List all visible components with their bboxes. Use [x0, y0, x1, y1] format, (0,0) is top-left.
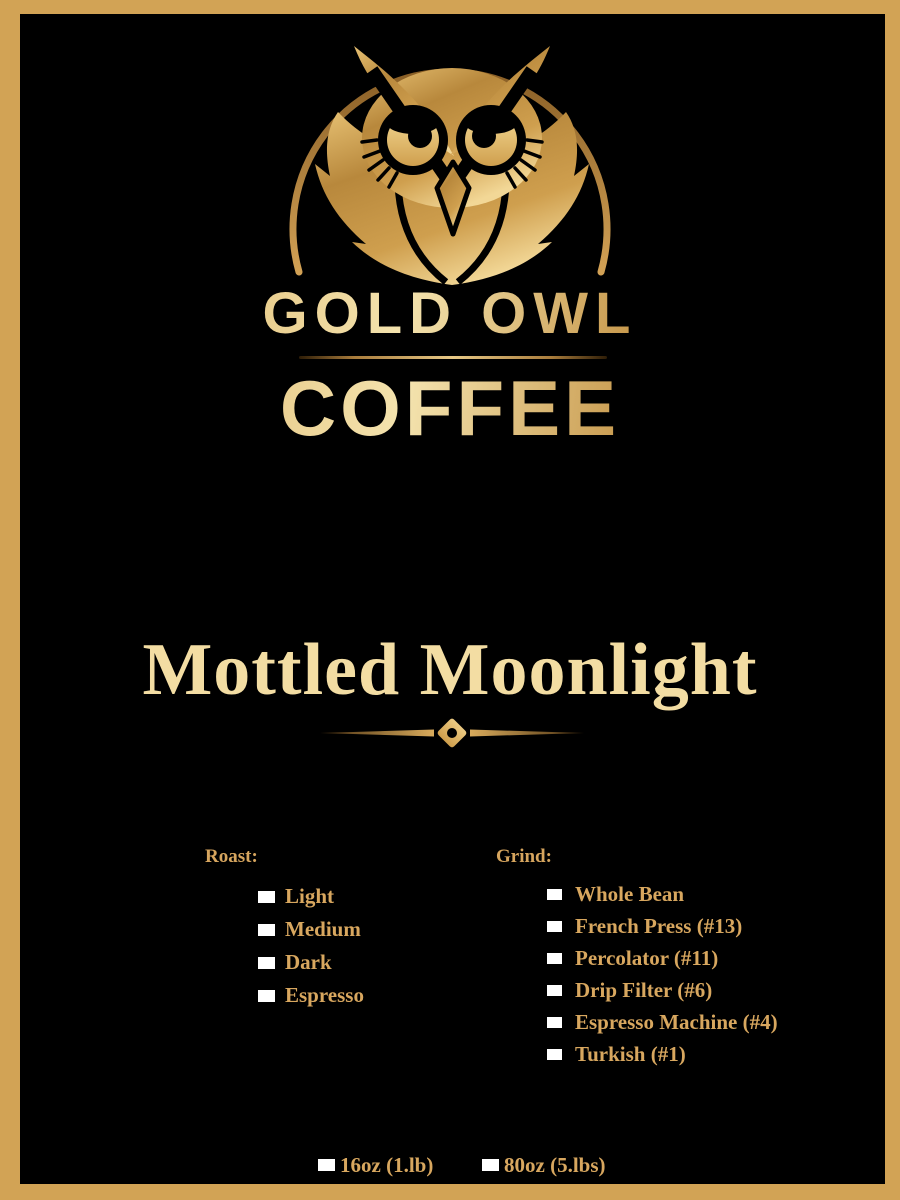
wordmark-divider-line [299, 356, 607, 359]
checkbox-percolator[interactable] [547, 953, 562, 964]
checkbox-drip-filter[interactable] [547, 985, 562, 996]
size-label: 80oz (5.lbs) [504, 1153, 606, 1177]
roast-option-dark [258, 950, 364, 975]
frame-bottom [0, 1184, 900, 1200]
grind-section-label: Grind: [496, 846, 552, 867]
option-label: Turkish (#1) [575, 1042, 686, 1066]
product-title: Mottled Moonlight [142, 629, 758, 711]
grind-option-espresso-machine [547, 1010, 778, 1034]
option-label: Percolator (#11) [575, 946, 719, 970]
grind-option-drip-filter [547, 978, 778, 1002]
size-option-16oz [318, 1152, 433, 1178]
checkbox-espresso-machine[interactable] [547, 1017, 562, 1028]
checkbox-french-press[interactable] [547, 921, 562, 932]
option-label: Espresso [285, 983, 364, 1007]
option-label: Medium [285, 917, 361, 941]
roast-option-light [258, 884, 364, 909]
checkbox-80oz[interactable] [482, 1159, 499, 1171]
frame-right [885, 0, 900, 1200]
roast-options-list [258, 884, 364, 1016]
option-label: Whole Bean [575, 882, 685, 906]
brand-name-gold-owl: GOLD OWL [0, 282, 900, 346]
checkbox-turkish[interactable] [547, 1049, 562, 1060]
grind-option-turkish [547, 1042, 778, 1066]
grind-option-percolator [547, 946, 778, 970]
checkbox-light[interactable] [258, 891, 275, 903]
option-label: Light [285, 884, 335, 908]
roast-option-espresso [258, 983, 364, 1008]
frame-left [0, 0, 20, 1200]
option-label: Dark [285, 950, 332, 974]
grind-option-french-press [547, 914, 778, 938]
frame-top [0, 0, 900, 14]
option-label: French Press (#13) [575, 914, 743, 938]
option-label: Espresso Machine (#4) [575, 1010, 778, 1034]
grind-option-whole-bean [547, 882, 778, 906]
option-label: Drip Filter (#6) [575, 978, 713, 1002]
diamond-divider-icon [312, 710, 592, 756]
checkbox-dark[interactable] [258, 957, 275, 969]
grind-options-list [547, 882, 778, 1074]
checkbox-16oz[interactable] [318, 1159, 335, 1171]
checkbox-medium[interactable] [258, 924, 275, 936]
size-option-80oz [482, 1152, 606, 1178]
brand-name-coffee: COFFEE [0, 366, 900, 450]
owl-icon [280, 36, 624, 288]
roast-option-medium [258, 917, 364, 942]
checkbox-whole-bean[interactable] [547, 889, 562, 900]
size-label: 16oz (1.lb) [340, 1153, 434, 1177]
roast-section-label: Roast: [205, 846, 258, 867]
checkbox-espresso[interactable] [258, 990, 275, 1002]
